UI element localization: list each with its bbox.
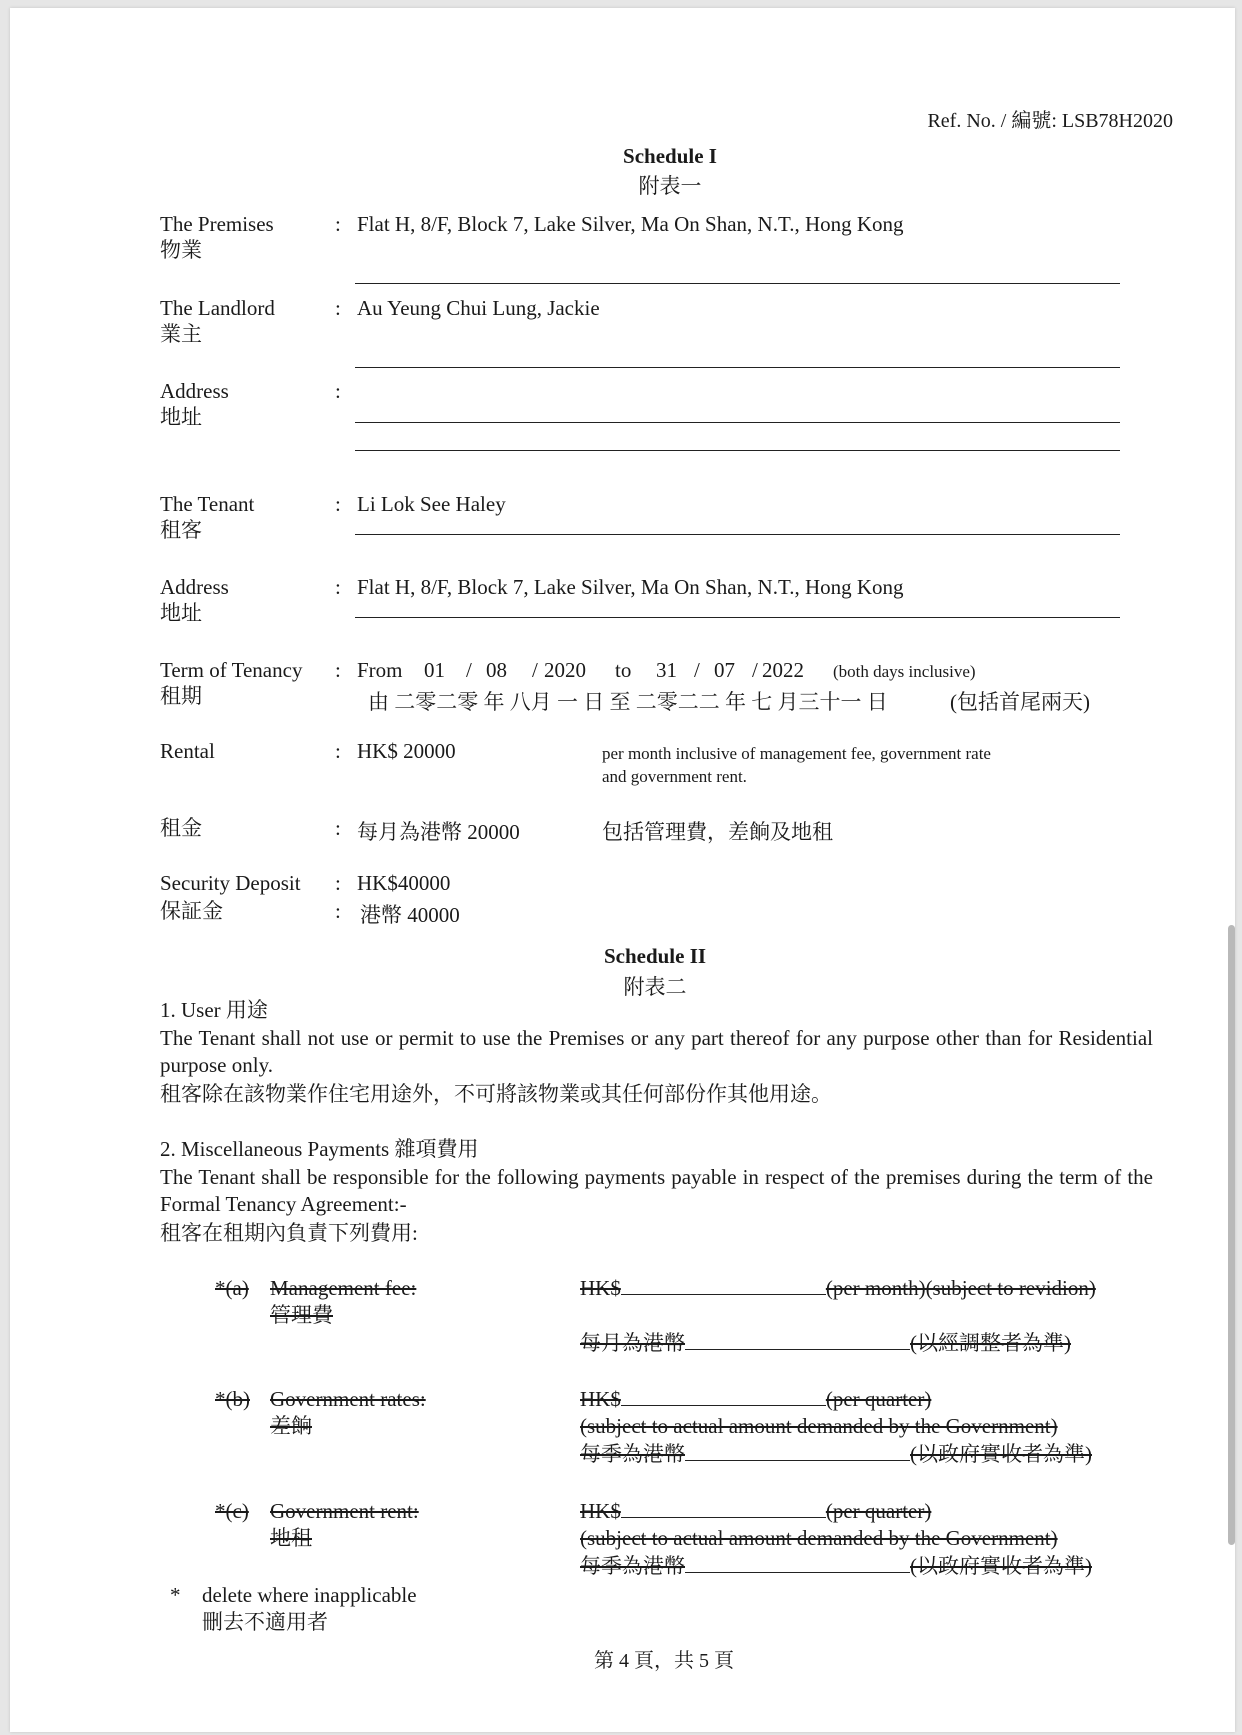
item-a-amount-zh (580, 1330, 1071, 1357)
deposit-label-zh: 保証金 (160, 899, 223, 923)
item-c-amount-en (580, 1498, 931, 1525)
item-b-hk-suffix: (per quarter) (825, 1387, 932, 1411)
misc-text-en: The Tenant shall be responsible for the following payments payable in respect of the premises during the term of the Formal Tenancy Agreement:- (160, 1165, 1153, 1216)
user-text-en: The Tenant shall not use or permit to use the Premises or any part thereof for any purpose other than for Residential purpose only. (160, 1026, 1153, 1077)
term-sep-2: / (532, 658, 538, 682)
document-page (10, 8, 1235, 1732)
item-a-mark: *(a) (215, 1276, 249, 1300)
schedule-1-title: Schedule I (623, 144, 717, 168)
item-a-name-en: Management fee: (270, 1276, 417, 1300)
rental-value-zh: 每月為港幣 20000 (357, 820, 520, 844)
item-c-zh-prefix: 每季為港幣 (580, 1554, 685, 1578)
item-b-mark: *(b) (215, 1387, 250, 1411)
tenant-label-en: The Tenant (160, 492, 255, 516)
tenant-label-zh: 租客 (160, 518, 202, 542)
schedule-2-title: Schedule II (603, 944, 707, 968)
deposit-value-en: HK$40000 (357, 871, 451, 895)
premises-colon: : (335, 212, 341, 236)
page-number: 第 4 頁，共 5 頁 (594, 1650, 734, 1672)
term-zh-line: 由 二零二零 年 八月 一 日 至 二零二二 年 七 月三十一 日 (368, 690, 888, 714)
user-text-zh: 租客除在該物業作住宅用途外，不可將該物業或其任何部份作其他用途。 (160, 1082, 832, 1106)
premises-underline (355, 283, 1120, 284)
tenant-address-label-en: Address (160, 575, 229, 599)
rental-colon-en: : (335, 739, 341, 763)
item-a-blank-zh (685, 1331, 910, 1350)
item-b-zh-suffix: (以政府實收者為準) (910, 1442, 1092, 1466)
item-c-hk: HK$ (580, 1499, 621, 1523)
term-from-day: 01 (424, 658, 445, 682)
deposit-value-zh: 港幣 40000 (360, 903, 460, 927)
term-from-year: 2020 (544, 658, 586, 682)
item-c-blank-en (621, 1499, 826, 1518)
user-heading: 1. User 用途 (160, 998, 268, 1022)
deposit-label-en: Security Deposit (160, 871, 301, 895)
schedule-1-subtitle: 附表一 (638, 174, 702, 198)
landlord-address-colon: : (335, 379, 341, 403)
term-label-en: Term of Tenancy (160, 658, 303, 682)
landlord-underline (355, 367, 1120, 368)
item-b-amount-zh (580, 1441, 1092, 1468)
item-c-name-en: Government rent: (270, 1499, 419, 1523)
term-to-month: 07 (714, 658, 735, 682)
rental-note-en-2: and government rent. (602, 767, 747, 786)
vertical-scrollbar[interactable] (1228, 925, 1235, 1545)
landlord-address-label-en: Address (160, 379, 229, 403)
term-to-day: 31 (656, 658, 677, 682)
rental-value-en: HK$ 20000 (357, 739, 456, 763)
landlord-label-zh: 業主 (160, 322, 202, 346)
item-a-hk: HK$ (580, 1276, 621, 1300)
premises-label-en: The Premises (160, 212, 274, 236)
landlord-address-underline-1 (355, 422, 1120, 423)
deposit-colon-zh: : (335, 899, 341, 923)
item-c-blank-zh (685, 1554, 910, 1573)
deposit-colon-en: : (335, 871, 341, 895)
tenant-address-underline (355, 617, 1120, 618)
item-b-blank-en (621, 1387, 826, 1406)
term-to-word: to (615, 658, 632, 682)
schedule-2-subtitle: 附表二 (623, 975, 687, 999)
landlord-label-en: The Landlord (160, 296, 275, 320)
item-c-hk-suffix: (per quarter) (825, 1499, 932, 1523)
item-a-name-zh: 管理費 (270, 1303, 333, 1327)
item-c-mark: *(c) (215, 1499, 249, 1523)
item-b-zh-prefix: 每季為港幣 (580, 1442, 685, 1466)
note-star: * (170, 1583, 181, 1607)
landlord-address-underline-2 (355, 450, 1120, 451)
item-a-zh-suffix: (以經調整者為準) (910, 1331, 1071, 1355)
rental-label-zh: 租金 (160, 816, 202, 840)
term-to-year: 2022 (762, 658, 804, 682)
item-c-amount-zh (580, 1553, 1092, 1580)
term-sep-1: / (466, 658, 472, 682)
tenant-underline (355, 534, 1120, 535)
rental-colon-zh: : (335, 816, 341, 840)
misc-heading: 2. Miscellaneous Payments 雜項費用 (160, 1137, 479, 1161)
item-b-name-en: Government rates: (270, 1387, 426, 1411)
item-b-subject: (subject to actual amount demanded by the Government) (580, 1414, 1058, 1438)
premises-label-zh: 物業 (160, 238, 202, 262)
tenant-address-value: Flat H, 8/F, Block 7, Lake Silver, Ma On Shan, N.T., Hong Kong (357, 575, 904, 599)
term-inclusive-en: (both days inclusive) (833, 662, 976, 681)
tenant-address-colon: : (335, 575, 341, 599)
term-sep-3: / (694, 658, 700, 682)
misc-text-zh: 租客在租期內負責下列費用: (160, 1221, 418, 1245)
reference-number: Ref. No. / 編號: LSB78H2020 (927, 110, 1173, 132)
rental-note-en-1: per month inclusive of management fee, government rate (602, 744, 991, 763)
item-b-amount-en (580, 1386, 931, 1413)
term-label-zh: 租期 (160, 684, 202, 708)
item-b-hk: HK$ (580, 1387, 621, 1411)
term-sep-4: / (752, 658, 758, 682)
premises-value: Flat H, 8/F, Block 7, Lake Silver, Ma On Shan, N.T., Hong Kong (357, 212, 904, 236)
landlord-value: Au Yeung Chui Lung, Jackie (357, 296, 600, 320)
rental-label-en: Rental (160, 739, 215, 763)
term-from-word: From (357, 658, 403, 682)
rental-note-zh: 包括管理費，差餉及地租 (602, 820, 833, 844)
tenant-colon: : (335, 492, 341, 516)
tenant-value: Li Lok See Haley (357, 492, 506, 516)
term-colon: : (335, 658, 341, 682)
item-a-hk-suffix: (per month)(subject to revidion) (825, 1276, 1096, 1300)
term-from-month: 08 (486, 658, 507, 682)
item-c-subject: (subject to actual amount demanded by the Government) (580, 1526, 1058, 1550)
note-text-zh: 刪去不適用者 (202, 1610, 328, 1634)
landlord-colon: : (335, 296, 341, 320)
item-c-zh-suffix: (以政府實收者為準) (910, 1554, 1092, 1578)
item-a-blank-en (621, 1276, 826, 1295)
landlord-address-label-zh: 地址 (160, 405, 202, 429)
item-a-amount-en (580, 1275, 1096, 1302)
item-c-name-zh: 地租 (270, 1526, 312, 1550)
item-a-zh-prefix: 每月為港幣 (580, 1331, 685, 1355)
item-b-blank-zh (685, 1442, 910, 1461)
term-inclusive-zh: (包括首尾兩天) (950, 690, 1090, 714)
note-text-en: delete where inapplicable (202, 1583, 417, 1607)
tenant-address-label-zh: 地址 (160, 601, 202, 625)
item-b-name-zh: 差餉 (270, 1414, 312, 1438)
